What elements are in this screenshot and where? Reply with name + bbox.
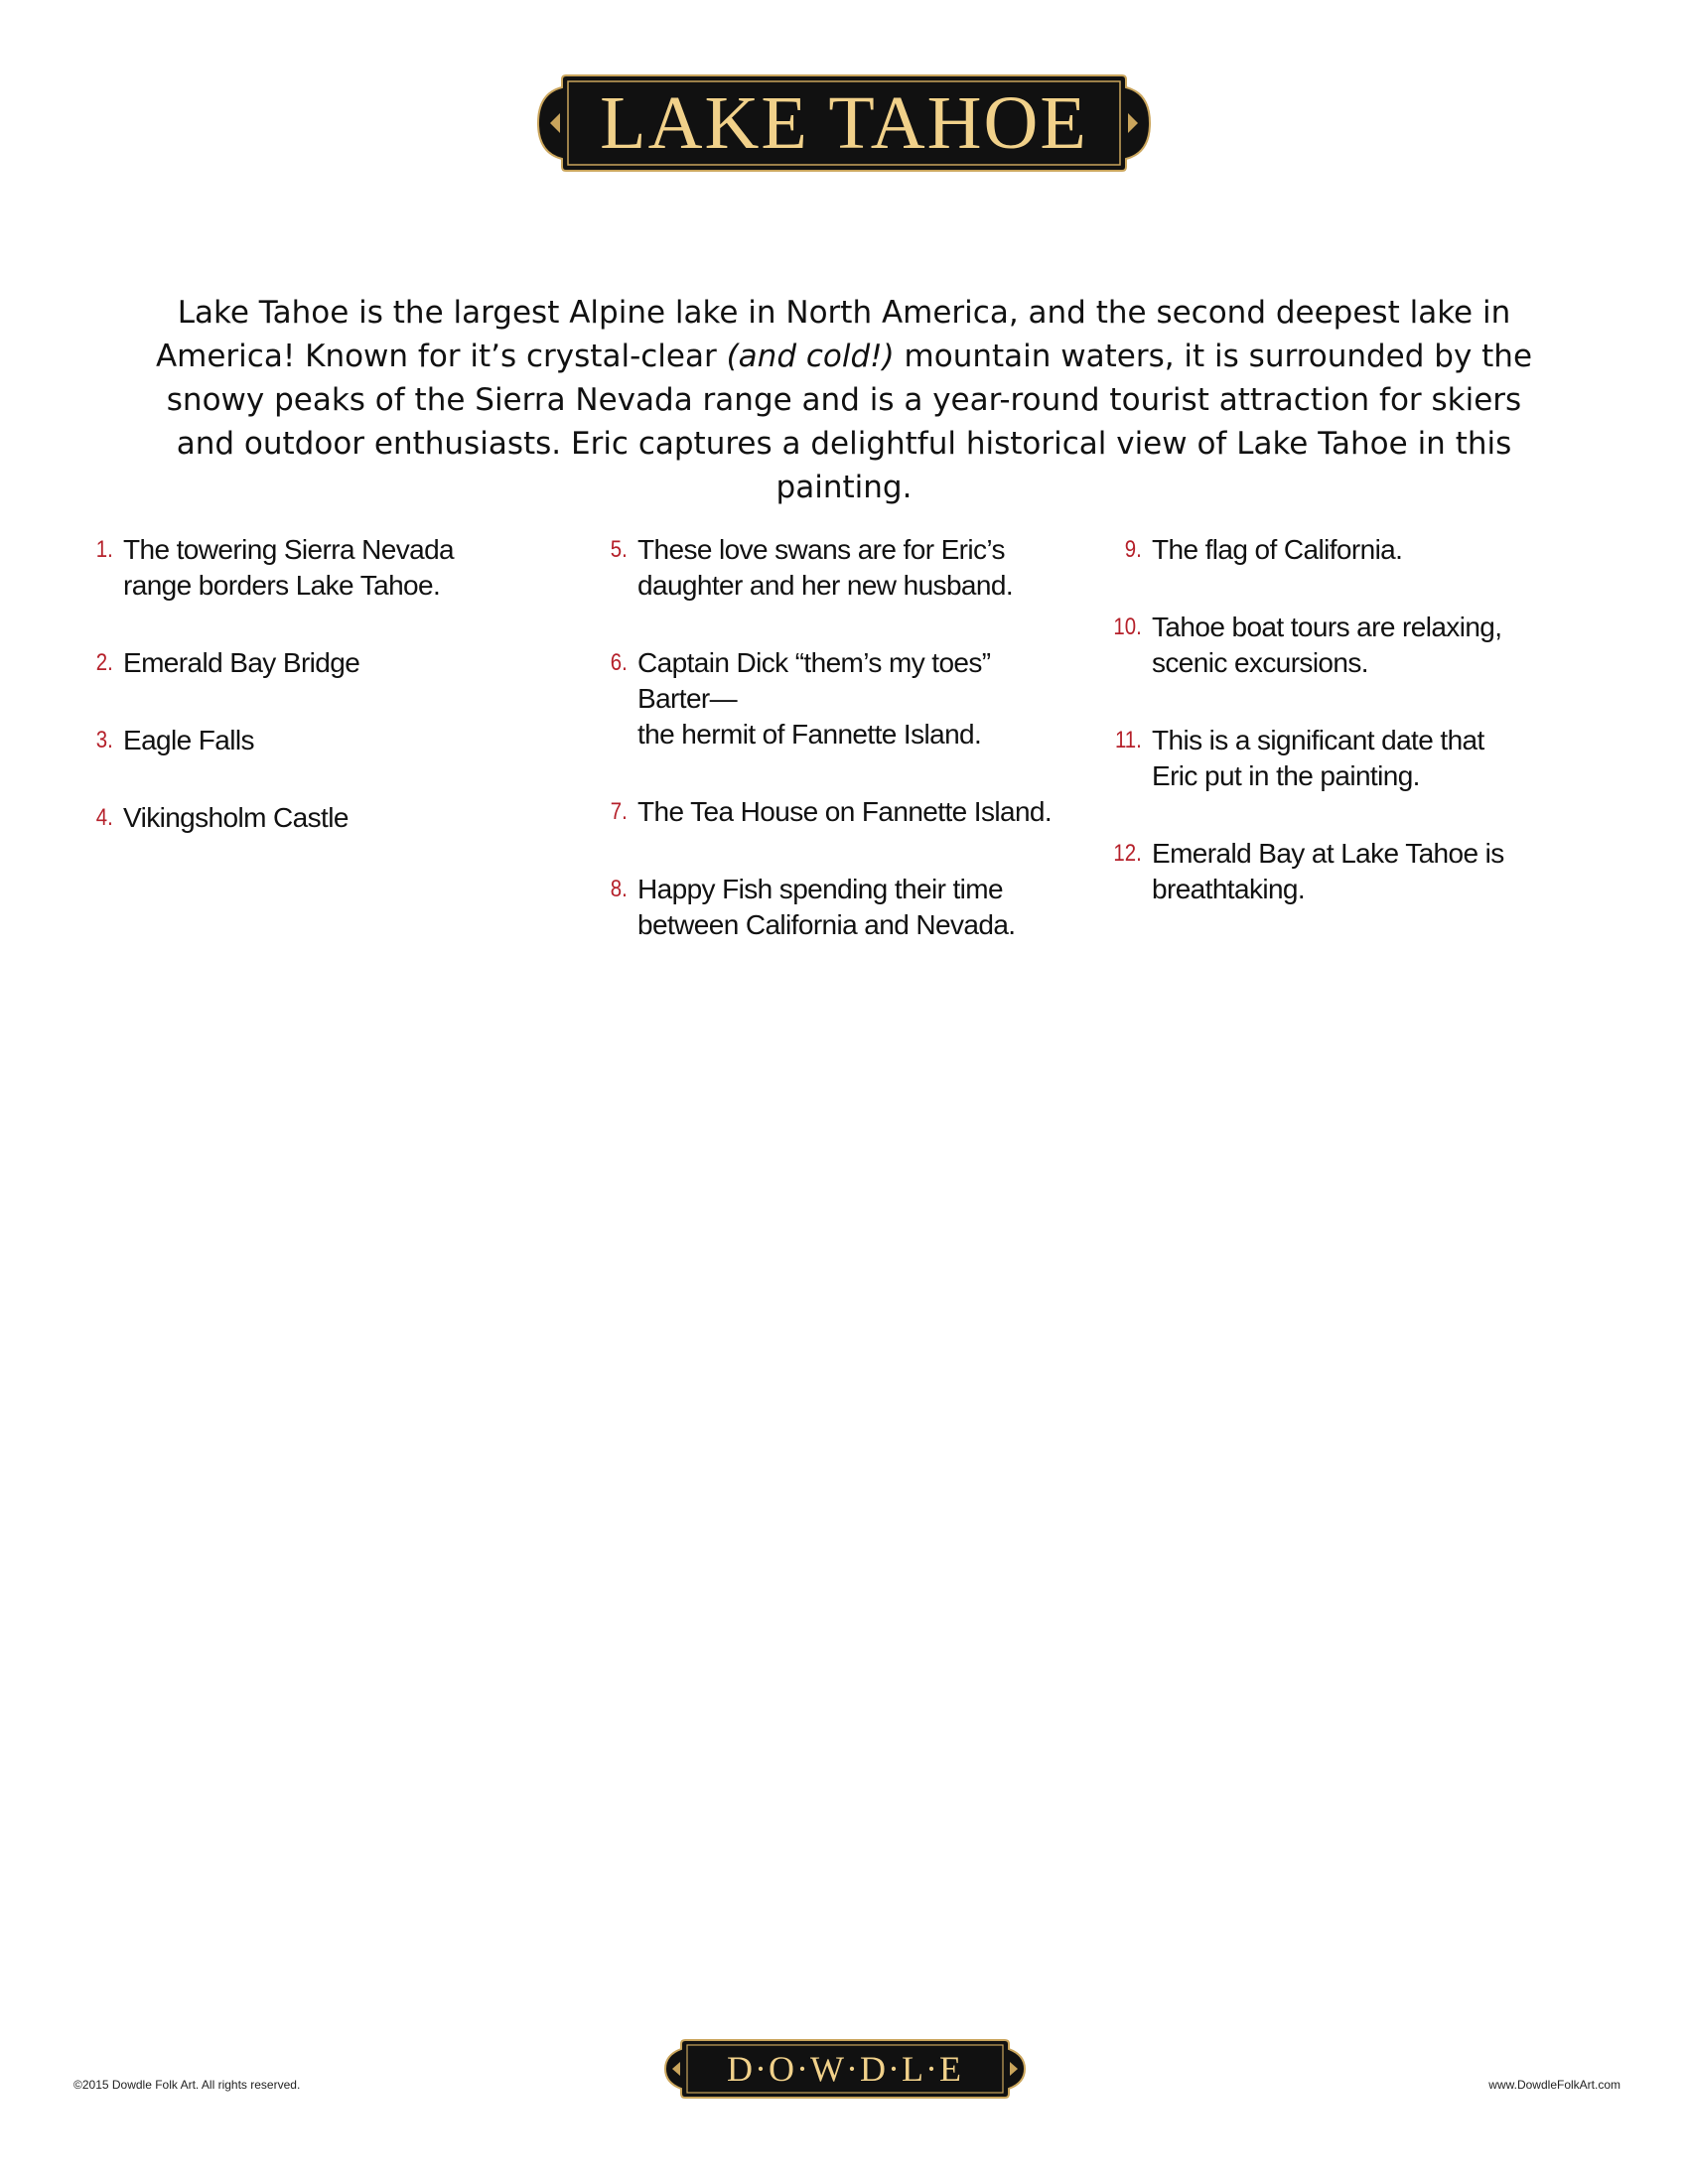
item-text: The flag of California. [1152,534,1403,565]
item-number: 5. [610,536,628,563]
list-item [1098,723,1634,794]
website-text: www.DowdleFolkArt.com [1488,2078,1620,2092]
item-number: 6. [610,649,628,676]
list-column-2 [584,532,1060,985]
item-text: Emerald Bay Bridge [123,647,360,678]
item-text: These love swans are for Eric’s daughter and her new husband. [637,534,1014,601]
item-number: 12. [1113,840,1142,867]
list-item [1098,532,1634,568]
list-column-3 [1098,532,1634,949]
logo-text: D·O·W·D·L·E [727,2049,963,2089]
item-text: Eagle Falls [123,725,254,755]
intro-emphasis: (and cold!) [726,339,895,374]
list-item [70,645,506,681]
list-item [584,872,1060,943]
list-item [70,800,506,836]
list-column-1 [70,532,506,878]
intro-paragraph [149,291,1539,509]
item-text: The towering Sierra Nevada range borders Lake Tahoe. [123,534,455,601]
page-title: LAKE TAHOE [600,81,1088,165]
intro-text-1: Lake Tahoe is the largest Alpine lake in North America, and the second deepest lake in America! Known for it’s crystal-clear [155,295,1511,374]
item-number: 8. [610,876,628,902]
item-number: 4. [95,804,113,831]
item-text: The Tea House on Fannette Island. [637,796,1053,827]
item-number: 9. [1124,536,1142,563]
list-item [584,532,1060,604]
item-number: 10. [1113,614,1142,640]
list-item [584,794,1060,830]
item-text: Vikingsholm Castle [123,802,349,833]
item-text: Tahoe boat tours are relaxing, scenic excursions. [1152,612,1502,678]
item-text: Captain Dick “them’s my toes” Barter— the hermit of Fannette Island. [637,647,991,750]
item-number: 7. [610,798,628,825]
item-text: Emerald Bay at Lake Tahoe is breathtaking. [1152,838,1504,904]
intro-text-2: mountain waters, it is surrounded by the snowy peaks of the Sierra Nevada range and is a year-round tourist attraction for skiers and outdoor enthusiasts. Eric captures a delightful historical view of Lake Tahoe in this painting. [166,339,1533,505]
item-number: 2. [95,649,113,676]
item-text: Happy Fish spending their time between California and Nevada. [637,874,1016,940]
list-item [1098,610,1634,681]
title-banner [536,71,1152,175]
dowdle-logo [663,2037,1027,2101]
list-item [1098,836,1634,907]
item-number: 1. [95,536,113,563]
list-item [70,723,506,758]
list-item [584,645,1060,752]
item-number: 11. [1114,727,1142,753]
list-item [70,532,506,604]
item-number: 3. [95,727,113,753]
copyright-text: ©2015 Dowdle Folk Art. All rights reserved. [73,2078,301,2092]
item-text: This is a significant date that Eric put in the painting. [1152,725,1484,791]
